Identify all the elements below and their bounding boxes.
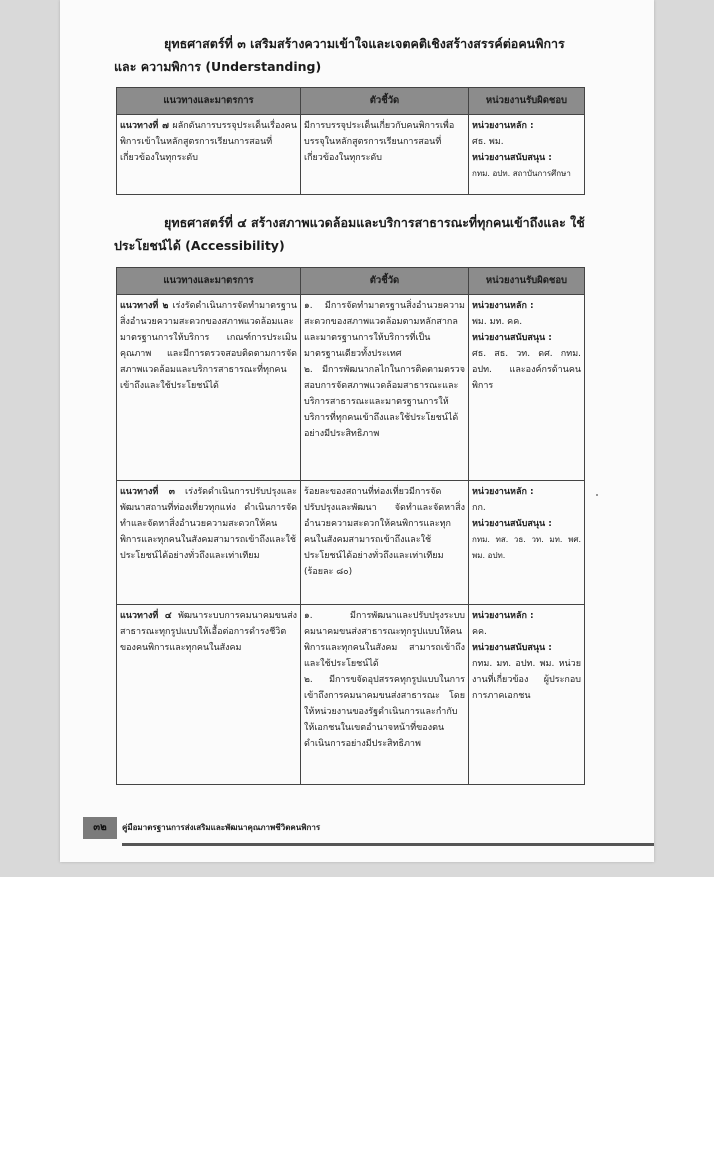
approach-text: เร่งรัดดำเนินการจัดทำมาตรฐานสิ่งอำนวยความสะดวกของสภาพแวดล้อมและมาตรฐานการให้บริการ เกณฑ์การประเมินคุณภาพ และมีการตรวจสอบติดตามการจัดสภาพแวดล้อมและบริการสาธารณะที่ทุกคนเข้าถึงและใช้ประโยชน์ได้ — [120, 301, 297, 391]
footer-title: คู่มือมาตรฐานการส่งเสริมและพัฒนาคุณภาพชีวิตคนพิการ — [122, 823, 321, 832]
support-agency-label: หน่วยงานสนับสนุน : — [472, 519, 552, 529]
indicator-cell — [301, 605, 469, 785]
header-approach: แนวทางและมาตรการ — [117, 268, 301, 295]
strategy-3-heading — [114, 32, 586, 78]
approach-label: แนวทางที่ ๓ — [120, 487, 175, 497]
approach-cell — [117, 481, 301, 605]
table-row — [117, 481, 585, 605]
table-row — [117, 115, 585, 195]
agency-cell — [469, 605, 585, 785]
main-agency-list: ศธ. พม. — [472, 137, 504, 147]
main-agency-label: หน่วยงานหลัก : — [472, 121, 534, 131]
strategy-3-table — [116, 87, 585, 195]
strategy-3-title-line1: ยุทธศาสตร์ที่ ๓ เสริมสร้างความเข้าใจและเจตคติเชิงสร้างสรรค์ต่อคนพิการและ — [114, 36, 565, 74]
header-indicator: ตัวชี้วัด — [301, 268, 469, 295]
indicator-cell — [301, 481, 469, 605]
approach-cell — [117, 605, 301, 785]
indicator-item: ๒. มีการพัฒนากลไกในการติดตามตรวจสอบการจัดสภาพแวดล้อมสาธารณะและบริการสาธารณะและมาตรฐานการให้บริการที่ทุกคนเข้าถึงและใช้ประโยชน์ได้อย่างมีประสิทธิภาพ — [304, 365, 465, 439]
main-agency-label: หน่วยงานหลัก : — [472, 487, 534, 497]
header-agency: หน่วยงานรับผิดชอบ — [469, 88, 585, 115]
support-agency-list: ศธ. สธ. วท. ดศ. กทม. อปท. และองค์กรด้านคนพิการ — [472, 349, 581, 391]
approach-label: แนวทางที่ ๗ — [120, 121, 169, 131]
support-agency-label: หน่วยงานสนับสนุน : — [472, 643, 552, 653]
main-agency-label: หน่วยงานหลัก : — [472, 301, 534, 311]
table-header-row — [117, 88, 585, 115]
indicator-cell — [301, 295, 469, 481]
support-agency-list: กทม. ทส. วธ. วท. มท. พศ. พม. อปท. — [472, 535, 581, 560]
scan-speck — [596, 494, 598, 496]
main-agency-list: กก. — [472, 503, 486, 513]
page-number-badge: ๓๒ — [83, 817, 117, 839]
support-agency-label: หน่วยงานสนับสนุน : — [472, 333, 552, 343]
agency-cell — [469, 115, 585, 195]
indicator-item: ร้อยละของสถานที่ท่องเที่ยวมีการจัดปรับปรุงและพัฒนา จัดทำและจัดหาสิ่งอำนวยความสะดวกให้คนพิการและทุกคนในสังคมสามารถเข้าถึงและใช้ประโยชน์ได้อย่างทั่วถึงและเท่าเทียม (ร้อยละ ๘๐) — [304, 487, 465, 577]
approach-text: พัฒนาระบบการคมนาคมขนส่งสาธารณะทุกรูปแบบให้เอื้อต่อการดำรงชีวิตของคนพิการและทุกคนในสังคม — [120, 611, 297, 653]
table-row — [117, 295, 585, 481]
indicator-item: ๑. มีการพัฒนาและปรับปรุงระบบคมนาคมขนส่งสาธารณะทุกรูปแบบให้คนพิการและทุกคนในสังคม สามารถเข้าถึงและใช้ประโยชน์ได้ — [304, 611, 465, 669]
indicator-cell — [301, 115, 469, 195]
indicator-item: ๑. มีการจัดทำมาตรฐานสิ่งอำนวยความสะดวกของสภาพแวดล้อมตามหลักสากลและมาตรฐานการให้บริการที่เป็นมาตรฐานเดียวทั้งประเทศ — [304, 301, 465, 359]
approach-text: เร่งรัดดำเนินการปรับปรุงและพัฒนาสถานที่ท่องเที่ยวทุกแห่ง ดำเนินการจัดทำและจัดหาสิ่งอำนวยความสะดวกให้คนพิการและทุกคนในสังคมสามารถเข้าถึงและใช้ประโยชน์ได้อย่างทั่วถึงและเท่าเทียม — [120, 487, 297, 561]
support-agency-list: กทม. มท. อปท. พม. หน่วยงานที่เกี่ยวข้อง ผู้ประกอบการภาคเอกชน — [472, 659, 581, 701]
header-approach: แนวทางและมาตรการ — [117, 88, 301, 115]
strategy-4-title-line2: ใช้ประโยชน์ได้ (Accessibility) — [114, 215, 585, 253]
approach-cell — [117, 295, 301, 481]
indicator-item: ๒. มีการขจัดอุปสรรคทุกรูปแบบในการเข้าถึงการคมนาคมขนส่งสาธารณะ โดยให้หน่วยงานของรัฐดำเนินการและกำกับให้เอกชนในเขตอำนาจหน้าที่ของตนดำเนินการอย่างมีประสิทธิภาพ — [304, 675, 465, 749]
agency-cell — [469, 295, 585, 481]
table-row — [117, 605, 585, 785]
strategy-4-title-line1: ยุทธศาสตร์ที่ ๔ สร้างสภาพแวดล้อมและบริการสาธารณะที่ทุกคนเข้าถึงและ — [164, 215, 566, 230]
main-agency-list: คค. — [472, 627, 487, 637]
main-agency-label: หน่วยงานหลัก : — [472, 611, 534, 621]
header-agency: หน่วยงานรับผิดชอบ — [469, 268, 585, 295]
header-indicator: ตัวชี้วัด — [301, 88, 469, 115]
indicator-text: มีการบรรจุประเด็นเกี่ยวกับคนพิการเพื่อบรรจุในหลักสูตรการเรียนการสอนที่เกี่ยวข้องในทุกระดับ — [304, 121, 455, 163]
main-agency-list: พม. มท. คค. — [472, 317, 523, 327]
support-agency-label: หน่วยงานสนับสนุน : — [472, 153, 552, 163]
table-header-row — [117, 268, 585, 295]
agency-cell — [469, 481, 585, 605]
footer-rule — [122, 843, 654, 846]
approach-text: ผลักดันการบรรจุประเด็นเรื่องคนพิการเข้าในหลักสูตรการเรียนการสอนที่เกี่ยวข้องในทุกระดับ — [120, 121, 297, 163]
strategy-4-heading — [114, 211, 586, 257]
strategy-4-table — [116, 267, 585, 785]
approach-label: แนวทางที่ ๔ — [120, 611, 172, 621]
approach-cell — [117, 115, 301, 195]
strategy-3-title-line2: ความพิการ (Understanding) — [140, 59, 322, 74]
support-agency-list: กทม. อปท. สถาบันการศึกษา — [472, 169, 571, 178]
approach-label: แนวทางที่ ๒ — [120, 301, 169, 311]
